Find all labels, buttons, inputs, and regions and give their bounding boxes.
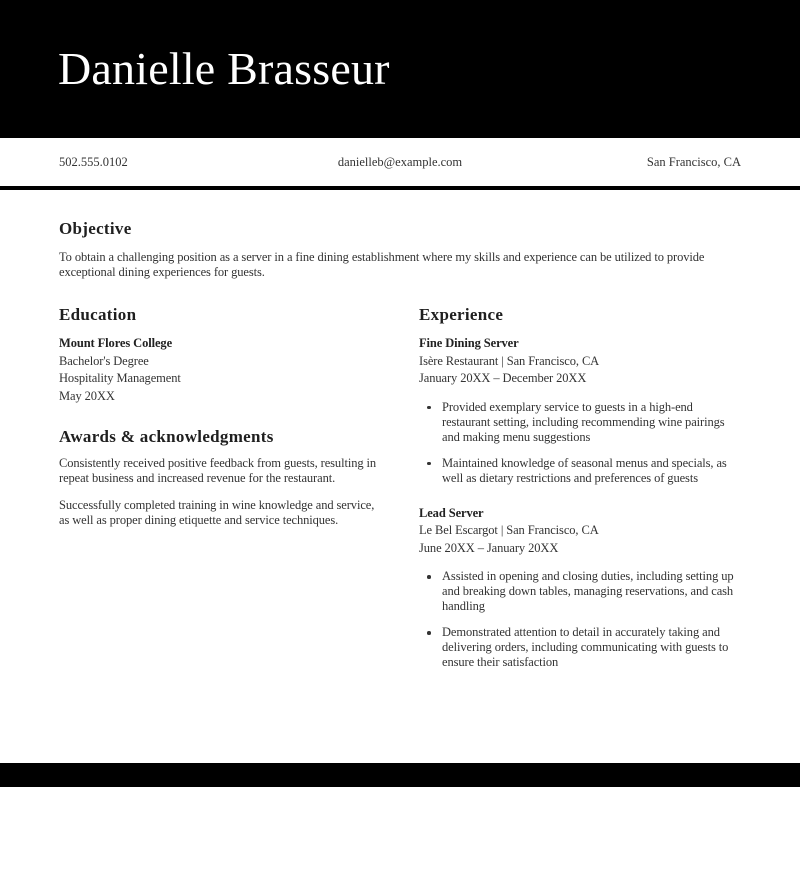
- person-name: Danielle Brasseur: [58, 42, 390, 94]
- contact-location: San Francisco, CA: [646, 154, 741, 169]
- contact-email: danielleb@example.com: [337, 154, 463, 169]
- job-bullet-list: [419, 400, 741, 486]
- job-entry: [419, 335, 741, 486]
- job-company: Isère Restaurant | San Francisco, CA: [419, 353, 600, 368]
- award-item: Consistently received positive feedback from guests, resulting in repeat business and increased revenue for the restaurant.: [59, 456, 377, 485]
- objective-section: [59, 219, 741, 280]
- education-major: Hospitality Management: [59, 371, 181, 385]
- job-entry: [419, 505, 741, 671]
- job-dates: June 20XX – January 20XX: [419, 540, 559, 555]
- job-title: Lead Server: [419, 505, 484, 520]
- contact-bar: [0, 138, 800, 190]
- right-column: [419, 305, 741, 670]
- job-bullet: Provided exemplary service to guests in a high-end restaurant setting, including recommending wine pairings and making menu suggestions: [419, 400, 741, 445]
- job-dates: January 20XX – December 20XX: [419, 371, 587, 385]
- award-item: Successfully completed training in wine knowledge and service, as well as proper dining etiquette and service techniques.: [59, 498, 375, 527]
- awards-heading: Awards & acknowledgments: [59, 427, 274, 446]
- education-entry: [59, 335, 381, 405]
- contact-phone: 502.555.0102: [59, 154, 128, 169]
- education-school: Mount Flores College: [59, 336, 173, 350]
- job-bullet: Maintained knowledge of seasonal menus and specials, as well as dietary restrictions and preferences of guests: [419, 456, 741, 486]
- job-bullet-list: [419, 569, 741, 670]
- education-date: May 20XX: [59, 388, 115, 403]
- job-bullet: Assisted in opening and closing duties, including setting up and breaking down tables, managing reservations, and cash handling: [419, 569, 741, 614]
- left-column: [59, 305, 381, 670]
- objective-heading: Objective: [59, 219, 132, 238]
- masthead: [0, 0, 800, 138]
- job-bullet: Demonstrated attention to detail in accurately taking and delivering orders, including communicating with guests to ensure their satisfaction: [419, 625, 741, 670]
- education-degree: Bachelor's Degree: [59, 353, 149, 368]
- two-column-area: [59, 305, 741, 670]
- objective-text: To obtain a challenging position as a server in a fine dining establishment where my skills and experience can be utilized to provide exceptional dining experiences for guests.: [59, 250, 705, 279]
- education-heading: Education: [59, 305, 137, 324]
- footer-band: [0, 763, 800, 787]
- job-title: Fine Dining Server: [419, 336, 519, 350]
- job-company: Le Bel Escargot | San Francisco, CA: [419, 523, 599, 537]
- experience-heading: Experience: [419, 305, 504, 324]
- resume-body: [0, 219, 800, 670]
